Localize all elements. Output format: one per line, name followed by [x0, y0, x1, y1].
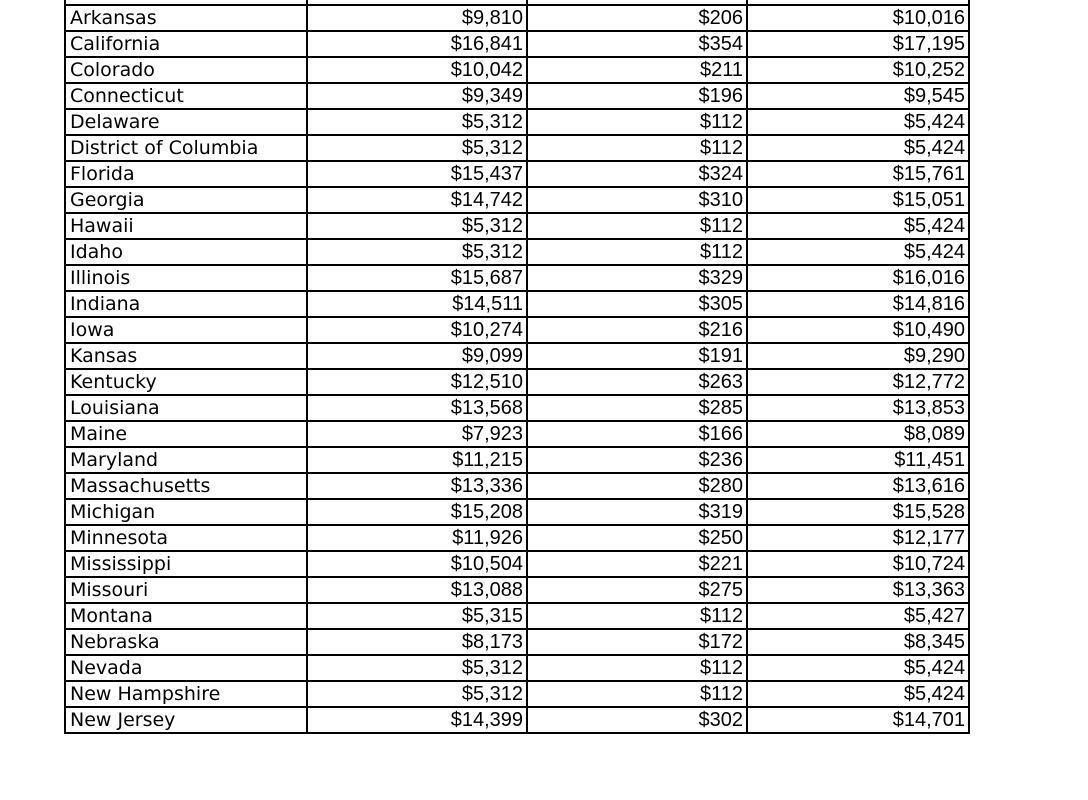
base-amount-cell: $5,315: [307, 603, 527, 629]
table-row: [65, 369, 969, 395]
base-amount-cell: $5,312: [307, 135, 527, 161]
state-cell: Michigan: [65, 499, 307, 525]
additional-amount-cell: $112: [527, 603, 747, 629]
additional-amount-cell: $263: [527, 369, 747, 395]
base-amount-cell: $5,312: [307, 655, 527, 681]
base-amount-cell: $14,742: [307, 187, 527, 213]
table-row: [65, 265, 969, 291]
additional-amount-cell: $310: [527, 187, 747, 213]
additional-amount-cell: $285: [527, 395, 747, 421]
base-amount-cell: $7,923: [307, 421, 527, 447]
additional-amount-cell: $191: [527, 343, 747, 369]
additional-amount-cell: $216: [527, 317, 747, 343]
state-cell: Georgia: [65, 187, 307, 213]
table-row: [65, 499, 969, 525]
state-cell: Maine: [65, 421, 307, 447]
state-cell: Louisiana: [65, 395, 307, 421]
total-amount-cell: $13,616: [747, 473, 969, 499]
table-row: [65, 577, 969, 603]
total-amount-cell: $16,016: [747, 265, 969, 291]
table-row: [65, 317, 969, 343]
base-amount-cell: $5,312: [307, 213, 527, 239]
state-cell: New Hampshire: [65, 681, 307, 707]
base-amount-cell: $15,437: [307, 161, 527, 187]
table-row: [65, 343, 969, 369]
state-cell: California: [65, 31, 307, 57]
table-row: [65, 447, 969, 473]
base-amount-cell: $12,510: [307, 369, 527, 395]
table-row: [65, 135, 969, 161]
spreadsheet: [64, 0, 968, 734]
base-amount-cell: $9,810: [307, 5, 527, 31]
state-cell: Missouri: [65, 577, 307, 603]
additional-amount-cell: $172: [527, 629, 747, 655]
state-cell: Arkansas: [65, 5, 307, 31]
state-cell: Montana: [65, 603, 307, 629]
state-cell: New Jersey: [65, 707, 307, 733]
additional-amount-cell: $196: [527, 83, 747, 109]
total-amount-cell: $11,451: [747, 447, 969, 473]
base-amount-cell: $11,926: [307, 525, 527, 551]
total-amount-cell: $13,363: [747, 577, 969, 603]
additional-amount-cell: $206: [527, 5, 747, 31]
base-amount-cell: $8,173: [307, 629, 527, 655]
state-cell: Florida: [65, 161, 307, 187]
additional-amount-cell: $280: [527, 473, 747, 499]
state-cell: Minnesota: [65, 525, 307, 551]
total-amount-cell: $10,252: [747, 57, 969, 83]
table-row: [65, 525, 969, 551]
total-amount-cell: $10,724: [747, 551, 969, 577]
base-amount-cell: $15,687: [307, 265, 527, 291]
total-amount-cell: $10,490: [747, 317, 969, 343]
table-row: [65, 109, 969, 135]
state-cell: Illinois: [65, 265, 307, 291]
total-amount-cell: $5,424: [747, 109, 969, 135]
table-row: [65, 629, 969, 655]
base-amount-cell: $14,399: [307, 707, 527, 733]
state-cell: Connecticut: [65, 83, 307, 109]
additional-amount-cell: $354: [527, 31, 747, 57]
total-amount-cell: $14,816: [747, 291, 969, 317]
total-amount-cell: $14,701: [747, 707, 969, 733]
table-row: [65, 291, 969, 317]
total-amount-cell: $8,089: [747, 421, 969, 447]
table-row: [65, 57, 969, 83]
state-cell: Massachusetts: [65, 473, 307, 499]
table-row: [65, 707, 969, 733]
additional-amount-cell: $112: [527, 681, 747, 707]
additional-amount-cell: $324: [527, 161, 747, 187]
total-amount-cell: $9,290: [747, 343, 969, 369]
total-amount-cell: $8,345: [747, 629, 969, 655]
base-amount-cell: $14,511: [307, 291, 527, 317]
additional-amount-cell: $221: [527, 551, 747, 577]
table-row: [65, 551, 969, 577]
state-amounts-table: [64, 0, 970, 734]
table-row: [65, 655, 969, 681]
state-cell: Nebraska: [65, 629, 307, 655]
state-cell: Kentucky: [65, 369, 307, 395]
total-amount-cell: $13,853: [747, 395, 969, 421]
additional-amount-cell: $275: [527, 577, 747, 603]
state-cell: Iowa: [65, 317, 307, 343]
base-amount-cell: $5,312: [307, 109, 527, 135]
additional-amount-cell: $112: [527, 239, 747, 265]
state-cell: Idaho: [65, 239, 307, 265]
additional-amount-cell: $211: [527, 57, 747, 83]
total-amount-cell: $5,424: [747, 135, 969, 161]
table-row: [65, 161, 969, 187]
additional-amount-cell: $250: [527, 525, 747, 551]
total-amount-cell: $15,761: [747, 161, 969, 187]
base-amount-cell: $9,349: [307, 83, 527, 109]
table-row: [65, 239, 969, 265]
state-cell: Nevada: [65, 655, 307, 681]
total-amount-cell: $17,195: [747, 31, 969, 57]
total-amount-cell: $5,424: [747, 655, 969, 681]
table-row: [65, 421, 969, 447]
state-cell: District of Columbia: [65, 135, 307, 161]
total-amount-cell: $5,424: [747, 239, 969, 265]
table-row: [65, 395, 969, 421]
base-amount-cell: $16,841: [307, 31, 527, 57]
table-row: [65, 603, 969, 629]
table-row: [65, 187, 969, 213]
additional-amount-cell: $112: [527, 135, 747, 161]
state-cell: Colorado: [65, 57, 307, 83]
additional-amount-cell: $112: [527, 213, 747, 239]
total-amount-cell: $5,427: [747, 603, 969, 629]
state-cell: Indiana: [65, 291, 307, 317]
total-amount-cell: $9,545: [747, 83, 969, 109]
total-amount-cell: $12,177: [747, 525, 969, 551]
additional-amount-cell: $166: [527, 421, 747, 447]
total-amount-cell: $12,772: [747, 369, 969, 395]
total-amount-cell: $15,051: [747, 187, 969, 213]
table-row: [65, 5, 969, 31]
base-amount-cell: $9,099: [307, 343, 527, 369]
base-amount-cell: $10,042: [307, 57, 527, 83]
state-cell: Mississippi: [65, 551, 307, 577]
additional-amount-cell: $302: [527, 707, 747, 733]
base-amount-cell: $15,208: [307, 499, 527, 525]
base-amount-cell: $13,336: [307, 473, 527, 499]
table-row: [65, 31, 969, 57]
additional-amount-cell: $305: [527, 291, 747, 317]
total-amount-cell: $5,424: [747, 681, 969, 707]
table-row: [65, 213, 969, 239]
state-cell: Kansas: [65, 343, 307, 369]
base-amount-cell: $11,215: [307, 447, 527, 473]
additional-amount-cell: $236: [527, 447, 747, 473]
base-amount-cell: $5,312: [307, 239, 527, 265]
base-amount-cell: $13,568: [307, 395, 527, 421]
total-amount-cell: $15,528: [747, 499, 969, 525]
base-amount-cell: $13,088: [307, 577, 527, 603]
state-cell: Delaware: [65, 109, 307, 135]
base-amount-cell: $10,274: [307, 317, 527, 343]
additional-amount-cell: $329: [527, 265, 747, 291]
total-amount-cell: $10,016: [747, 5, 969, 31]
additional-amount-cell: $112: [527, 109, 747, 135]
table-row: [65, 681, 969, 707]
base-amount-cell: $10,504: [307, 551, 527, 577]
base-amount-cell: $5,312: [307, 681, 527, 707]
table-body: [65, 0, 969, 733]
total-amount-cell: $5,424: [747, 213, 969, 239]
state-cell: Maryland: [65, 447, 307, 473]
table-row: [65, 473, 969, 499]
additional-amount-cell: $112: [527, 655, 747, 681]
state-cell: Hawaii: [65, 213, 307, 239]
table-row: [65, 83, 969, 109]
additional-amount-cell: $319: [527, 499, 747, 525]
